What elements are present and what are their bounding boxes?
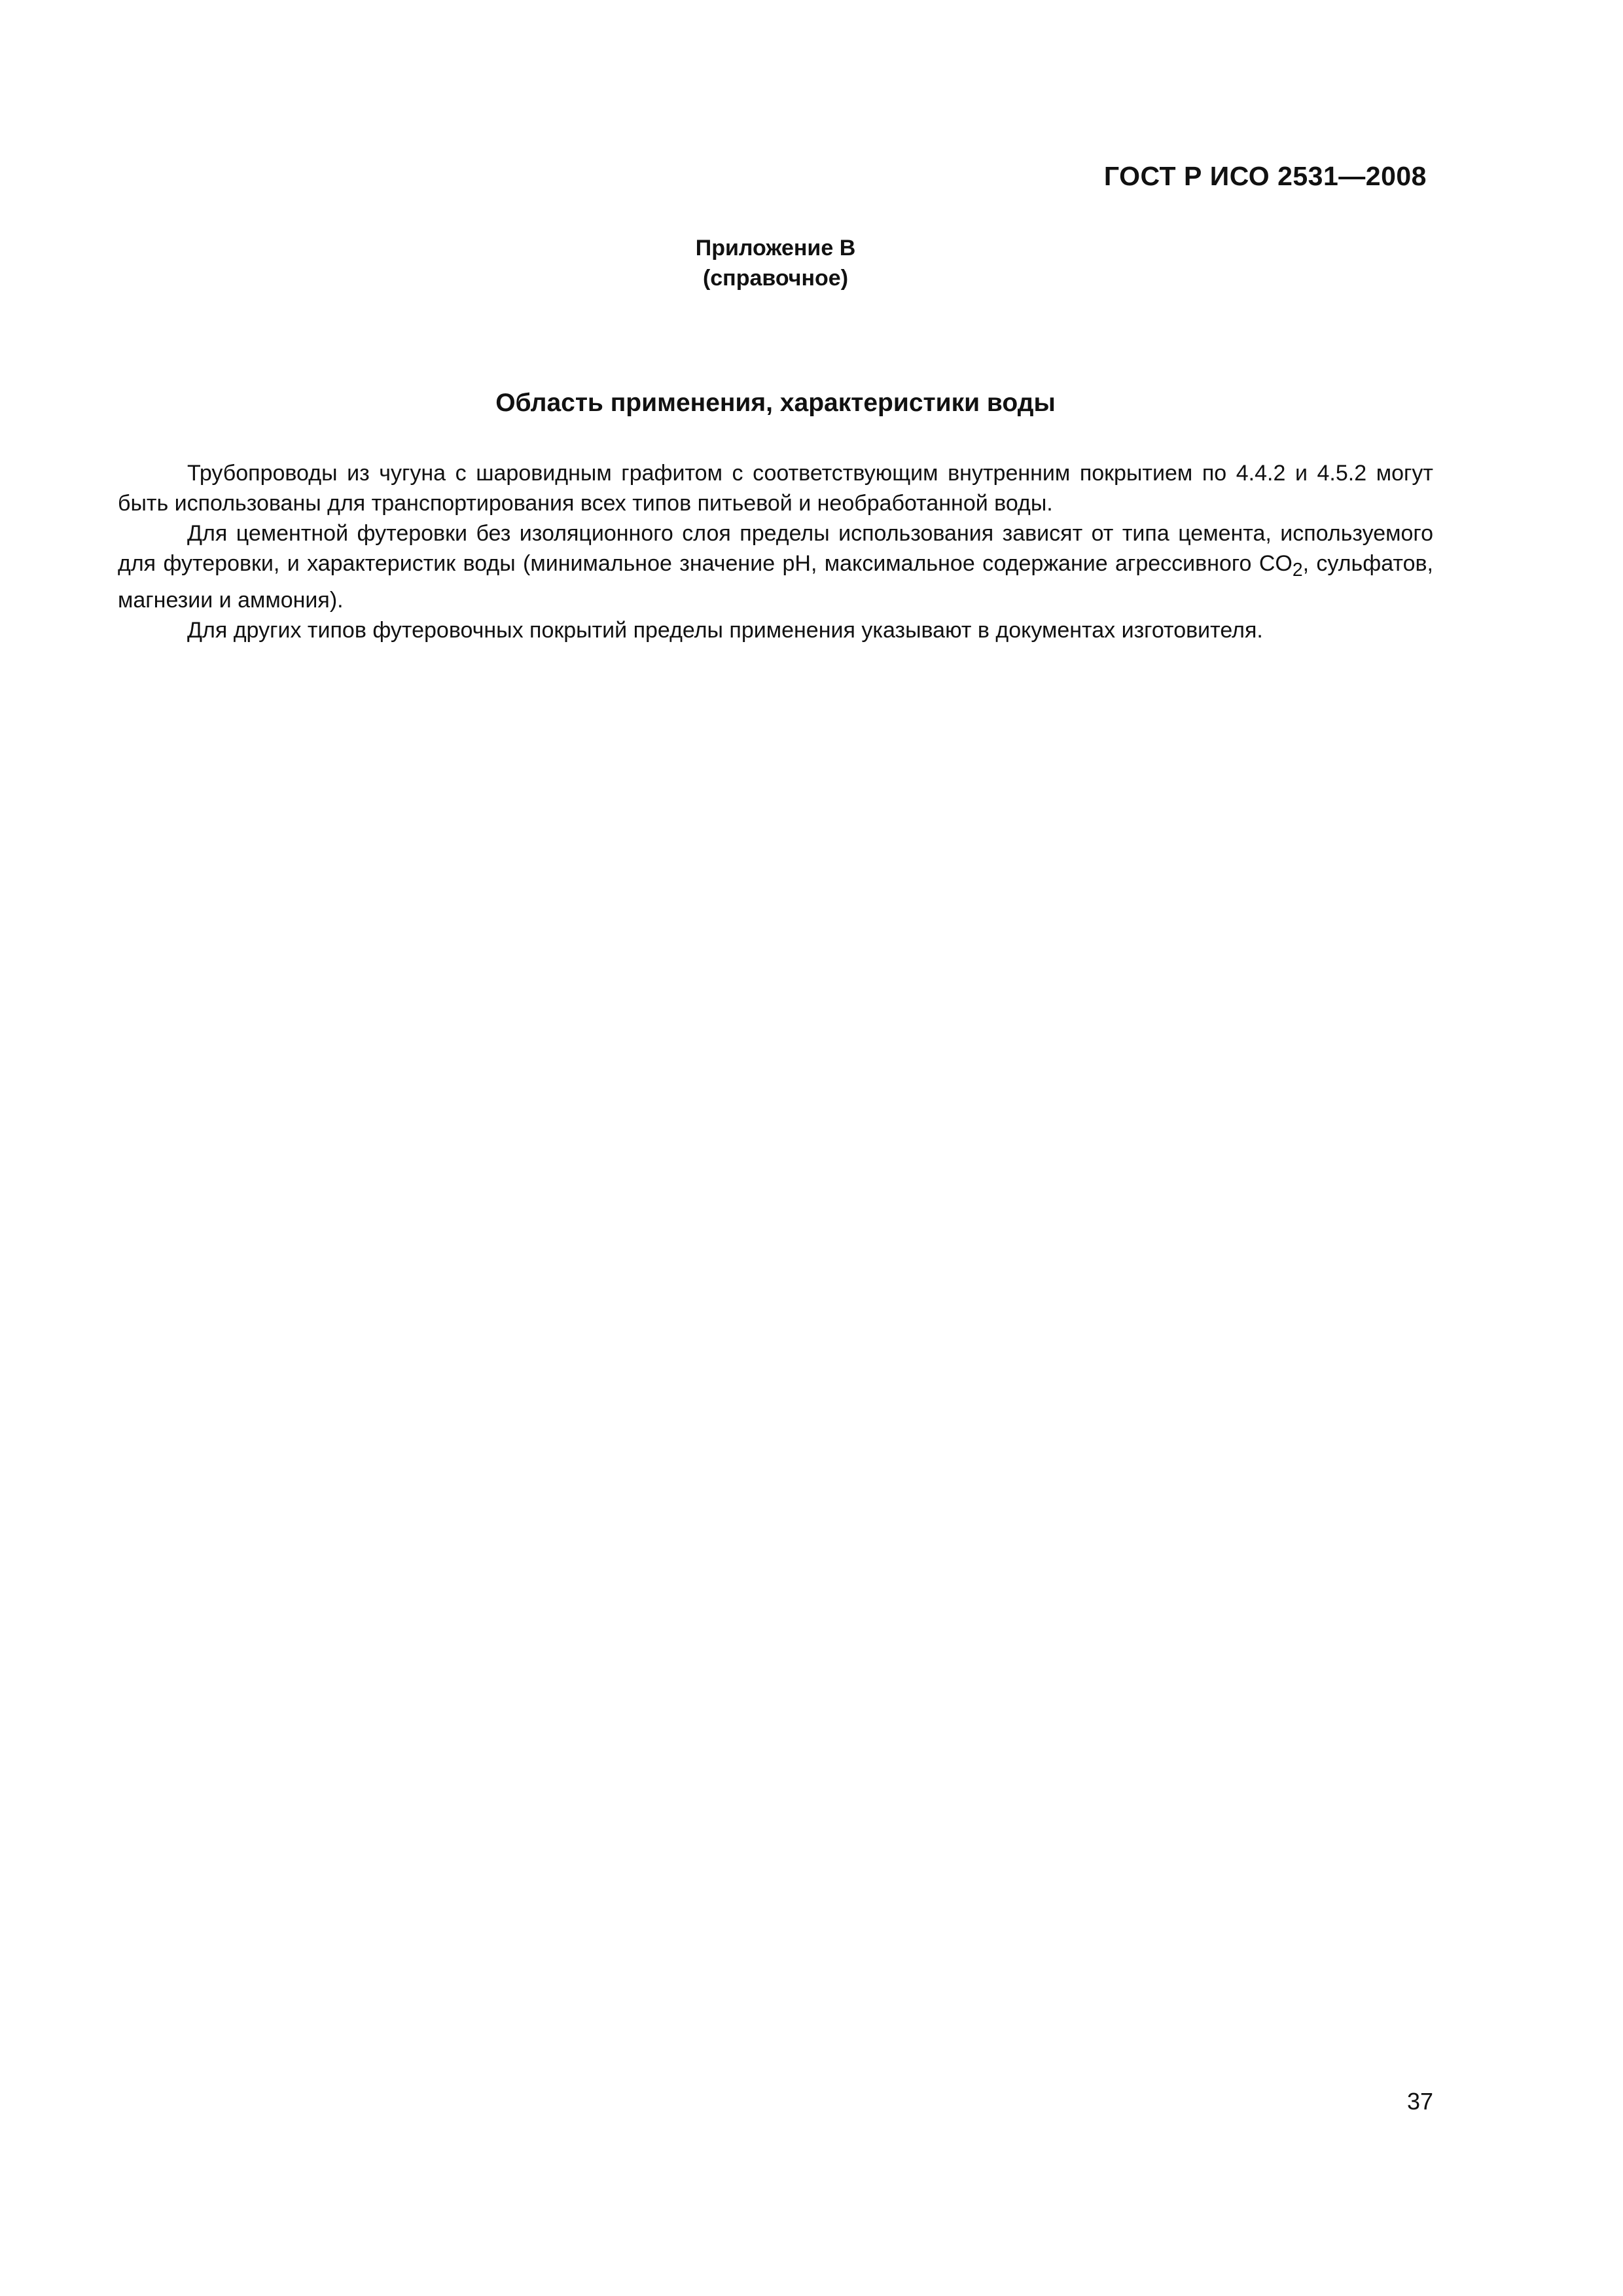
paragraph-1: Трубопроводы из чугуна с шаровидным графитом с соответствующим внутренним покрытием по 4.4.2 и 4.5.2 могут быть использованы для транспортирования всех типов питьевой и необработанной воды. — [118, 461, 1433, 516]
body-text — [118, 458, 1433, 645]
annex-type: (справочное) — [702, 266, 849, 291]
paragraph-3: Для других типов футеровочных покрытий пределы применения указывают в документах изготовителя. — [187, 617, 1263, 643]
annex-heading — [0, 233, 1551, 293]
page-number: 37 — [1406, 2088, 1433, 2115]
paragraph-2 — [118, 518, 1433, 615]
document-code: ГОСТ Р ИСО 2531—2008 — [1103, 161, 1427, 191]
co2-subscript: 2 — [1292, 559, 1303, 581]
paragraph-2-tail: , сульфатов, магнезии и аммония). — [118, 551, 1433, 613]
paragraph-2-text: Для цементной футеровки без изоляционного слоя пределы использования зависят от типа цемента, используемого для футеровки, и характеристик воды (минимальное значение pH, максимальное содержание агрессивного CO — [118, 521, 1433, 576]
section-title: Область применения, характеристики воды — [495, 389, 1056, 417]
annex-label: Приложение В — [695, 236, 856, 260]
